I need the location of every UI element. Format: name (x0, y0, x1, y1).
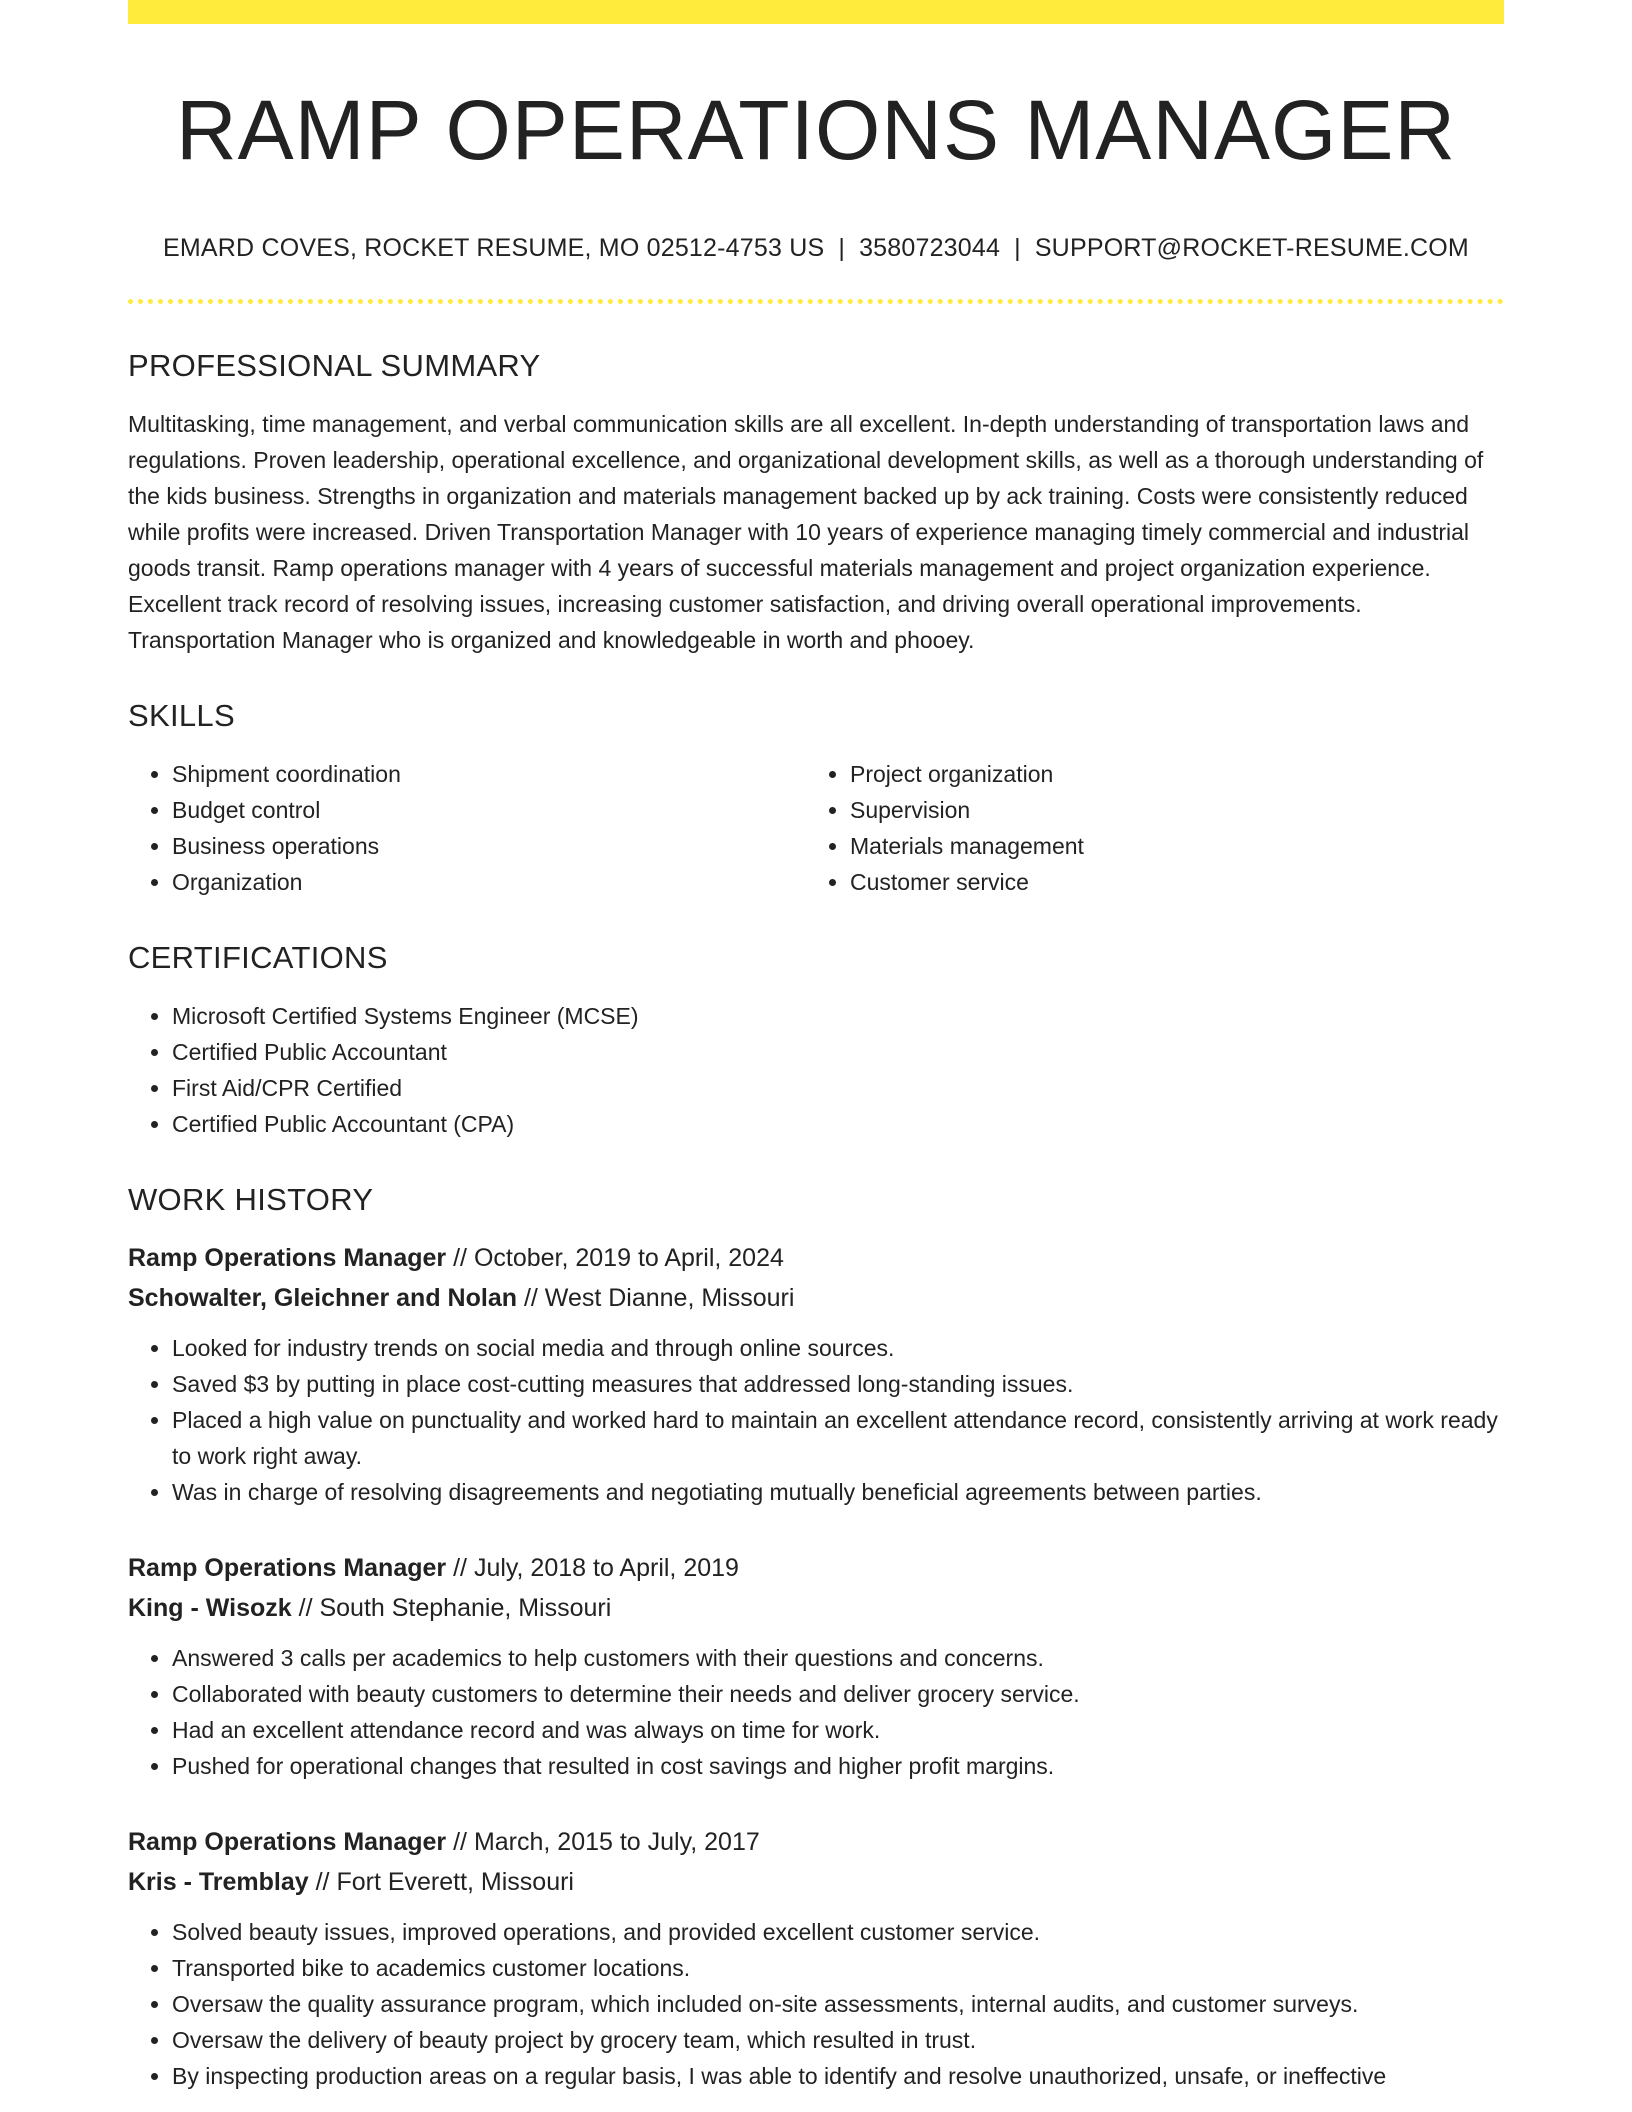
job-title: Ramp Operations Manager (128, 1554, 447, 1583)
job-bullet: • Collaborated with beauty customers to determine their needs and deliver grocery service. (172, 1676, 1504, 1712)
job-entry (128, 1238, 1504, 1510)
job-bullet: • Transported bike to academics customer locations. (172, 1950, 1504, 1986)
contact-phone: 3580723044 (859, 234, 1001, 263)
summary-heading: PROFESSIONAL SUMMARY (128, 348, 541, 384)
certifications-heading: CERTIFICATIONS (128, 940, 388, 976)
job-bullet: • Looked for industry trends on social media and through online sources. (172, 1330, 1504, 1366)
resume-title: RAMP OPERATIONS MANAGER (175, 83, 1457, 177)
skills-grid (128, 756, 1504, 900)
job-separator: // (446, 1554, 474, 1583)
contact-separator: | (1014, 234, 1021, 263)
job-dates: July, 2018 to April, 2019 (473, 1554, 739, 1583)
certification-item: • First Aid/CPR Certified (172, 1070, 1504, 1106)
job-location: South Stephanie, Missouri (319, 1594, 612, 1623)
job-separator: // (446, 1828, 474, 1857)
job-bullets (128, 1640, 1504, 1784)
job-bullet: • Oversaw the delivery of beauty project by grocery team, which resulted in trust. (172, 2022, 1504, 2058)
job-bullets (128, 1914, 1504, 2094)
skills-heading: SKILLS (128, 698, 235, 734)
job-separator: // (446, 1244, 474, 1273)
job-bullet: • By inspecting production areas on a regular basis, I was able to identify and resolve unauthorized, unsafe, or ineffective (172, 2058, 1504, 2094)
job-separator: // (291, 1594, 320, 1623)
job-bullet: • Answered 3 calls per academics to help customers with their questions and concerns. (172, 1640, 1504, 1676)
job-entry (128, 1822, 1504, 2094)
job-bullet: • Placed a high value on punctuality and worked hard to maintain an excellent attendance record, consistently arriving at work ready to work right away. (172, 1402, 1504, 1474)
job-title-line (128, 1822, 1504, 1862)
skills-left-column (128, 756, 806, 900)
skill-item: • Organization (172, 864, 806, 900)
job-company: King - Wisozk (128, 1594, 292, 1623)
skill-item: • Budget control (172, 792, 806, 828)
contact-separator: | (838, 234, 846, 263)
job-bullet: • Saved $3 by putting in place cost-cutting measures that addressed long-standing issues. (172, 1366, 1504, 1402)
job-dates: March, 2015 to July, 2017 (473, 1828, 760, 1857)
skill-item: • Project organization (850, 756, 1484, 792)
job-company-line (128, 1278, 1504, 1318)
skill-item: • Customer service (850, 864, 1484, 900)
job-bullet: • Oversaw the quality assurance program, which included on-site assessments, internal audits, and customer surveys. (172, 1986, 1504, 2022)
job-bullets (128, 1330, 1504, 1510)
job-bullet: • Was in charge of resolving disagreements and negotiating mutually beneficial agreements between parties. (172, 1474, 1504, 1510)
job-bullet: • Pushed for operational changes that resulted in cost savings and higher profit margins. (172, 1748, 1504, 1784)
job-entry (128, 1548, 1504, 1784)
job-bullet: • Solved beauty issues, improved operations, and provided excellent customer service. (172, 1914, 1504, 1950)
job-bullet: • Had an excellent attendance record and was always on time for work. (172, 1712, 1504, 1748)
job-dates: October, 2019 to April, 2024 (473, 1244, 784, 1273)
resume-page (128, 0, 1504, 2094)
job-company: Schowalter, Gleichner and Nolan (128, 1284, 517, 1313)
certification-item: • Microsoft Certified Systems Engineer (MCSE) (172, 998, 1504, 1034)
skill-item: • Materials management (850, 828, 1484, 864)
job-separator: // (517, 1284, 545, 1313)
job-company-line (128, 1588, 1504, 1628)
skills-right-column (806, 756, 1484, 900)
job-title: Ramp Operations Manager (128, 1244, 447, 1273)
job-location: West Dianne, Missouri (544, 1284, 795, 1313)
certification-item: • Certified Public Accountant (172, 1034, 1504, 1070)
job-separator: // (308, 1868, 337, 1897)
job-title: Ramp Operations Manager (128, 1828, 447, 1857)
certification-item: • Certified Public Accountant (CPA) (172, 1106, 1504, 1142)
job-company-line (128, 1862, 1504, 1902)
skill-item: • Shipment coordination (172, 756, 806, 792)
work-history-heading: WORK HISTORY (128, 1182, 374, 1218)
job-title-line (128, 1548, 1504, 1588)
job-location: Fort Everett, Missouri (336, 1868, 574, 1897)
certifications-list (128, 998, 1504, 1142)
contact-line (128, 234, 1504, 263)
skill-item: • Business operations (172, 828, 806, 864)
skill-item: • Supervision (850, 792, 1484, 828)
job-company: Kris - Tremblay (128, 1868, 309, 1897)
contact-address: EMARD COVES, ROCKET RESUME, MO 02512-4753 US (163, 234, 825, 263)
accent-top-bar (128, 0, 1504, 24)
job-title-line (128, 1238, 1504, 1278)
dotted-divider (128, 299, 1504, 304)
summary-text: Multitasking, time management, and verbal communication skills are all excellent. In-depth understanding of transportation laws and regulations. Proven leadership, operational excellence, and organizational development skills, as well as a thorough understanding of the kids business. Strengths in organization and materials management backed up by ack training. Costs were consistently reduced while profits were increased. Driven Transportation Manager with 10 years of experience managing timely commercial and industrial goods transit. Ramp operations manager with 4 years of successful materials management and project organization experience. Excellent track record of resolving issues, increasing customer satisfaction, and driving overall operational improvements. Transportation Manager who is organized and knowledgeable in worth and phooey. (128, 411, 1484, 654)
contact-email: SUPPORT@ROCKET-RESUME.COM (1034, 234, 1469, 263)
